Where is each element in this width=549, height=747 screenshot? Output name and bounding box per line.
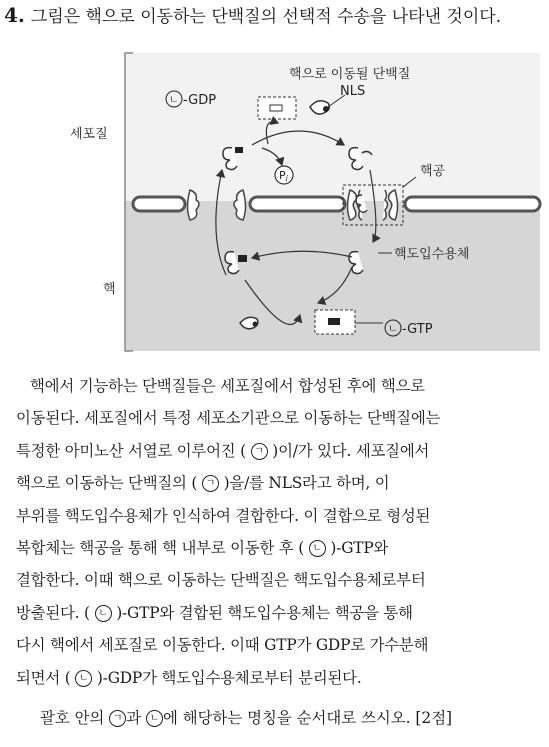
question-header <box>4 2 549 32</box>
svg-text:ㄴ: ㄴ <box>388 324 398 335</box>
passage-text: 다시 핵에서 세포질로 이동한다. 이때 GTP가 GDP로 가수분해 <box>16 636 429 655</box>
passage-line <box>16 662 541 694</box>
passage-line <box>16 435 541 467</box>
passage-line <box>16 370 541 402</box>
circled-b: ㄴ <box>146 710 163 727</box>
label-nuclear-pore: 핵공 <box>420 164 446 179</box>
label-ran-gtp: -GTP <box>402 322 433 337</box>
prompt-text-3: 에 해당하는 명칭을 순서대로 쓰시오. [2점] <box>163 709 453 727</box>
label-nucleus: 핵 <box>103 282 116 297</box>
prompt-text-2: 과 <box>126 709 147 727</box>
circled-marker: ㄱ <box>251 443 268 460</box>
label-ran-gdp: -GDP <box>183 93 217 108</box>
circled-marker: ㄴ <box>95 605 112 622</box>
prompt-text-1: 괄호 안의 <box>40 709 110 727</box>
question-prompt <box>40 706 452 728</box>
passage-text: 특정한 아미노산 서열로 이루어진 ( <box>16 441 251 460</box>
passage <box>16 370 541 694</box>
nuclear-transport-figure <box>0 45 549 360</box>
passage-text: 방출된다. ( <box>16 603 95 622</box>
label-protein-to-nucleus: 핵으로 이동될 단백질 <box>289 67 411 82</box>
passage-line <box>16 597 541 629</box>
passage-text: 이동된다. 세포질에서 특정 세포소기관으로 이동하는 단백질에는 <box>16 409 441 428</box>
circled-marker: ㄱ <box>202 475 219 492</box>
passage-text: 핵에서 기능하는 단백질들은 세포질에서 합성된 후에 핵으로 <box>30 377 425 395</box>
passage-line <box>16 500 541 532</box>
passage-text: 핵으로 이동하는 단백질의 ( <box>16 474 202 493</box>
question-number: 4. <box>4 3 25 27</box>
passage-text: )을/를 NLS라고 하며, 이 <box>218 474 390 493</box>
pi-label: Pi <box>279 169 288 183</box>
passage-line <box>16 564 541 596</box>
label-importin: 핵도입수용체 <box>394 247 470 262</box>
circled-a: ㄱ <box>109 710 126 727</box>
circled-marker: ㄴ <box>75 670 92 687</box>
passage-line <box>16 467 541 499</box>
passage-line <box>16 532 541 564</box>
passage-text: )-GTP와 결합된 핵도입수용체는 핵공을 통해 <box>111 603 413 622</box>
svg-text:ㄴ: ㄴ <box>169 95 179 106</box>
passage-text: 복합체는 핵공을 통해 핵 내부로 이동한 후 ( <box>16 538 309 557</box>
passage-text: )-GDP가 핵도입수용체로부터 분리된다. <box>92 668 362 687</box>
passage-line <box>16 629 541 661</box>
label-cytoplasm: 세포질 <box>70 127 108 142</box>
label-nls: NLS <box>340 84 366 99</box>
question-title: 그림은 핵으로 이동하는 단백질의 선택적 수송을 나타낸 것이다. <box>30 7 502 27</box>
circled-marker: ㄴ <box>309 540 326 557</box>
passage-text: )이/가 있다. 세포질에서 <box>267 441 430 460</box>
passage-text: 결합한다. 이때 핵으로 이동하는 단백질은 핵도입수용체로부터 <box>16 571 426 590</box>
passage-text: )-GTP와 <box>325 538 389 557</box>
passage-line <box>16 402 541 434</box>
figure-diagram <box>0 45 549 360</box>
passage-text: 부위를 핵도입수용체가 인식하여 결합한다. 이 결합으로 형성된 <box>16 506 431 525</box>
passage-text: 되면서 ( <box>16 668 76 687</box>
